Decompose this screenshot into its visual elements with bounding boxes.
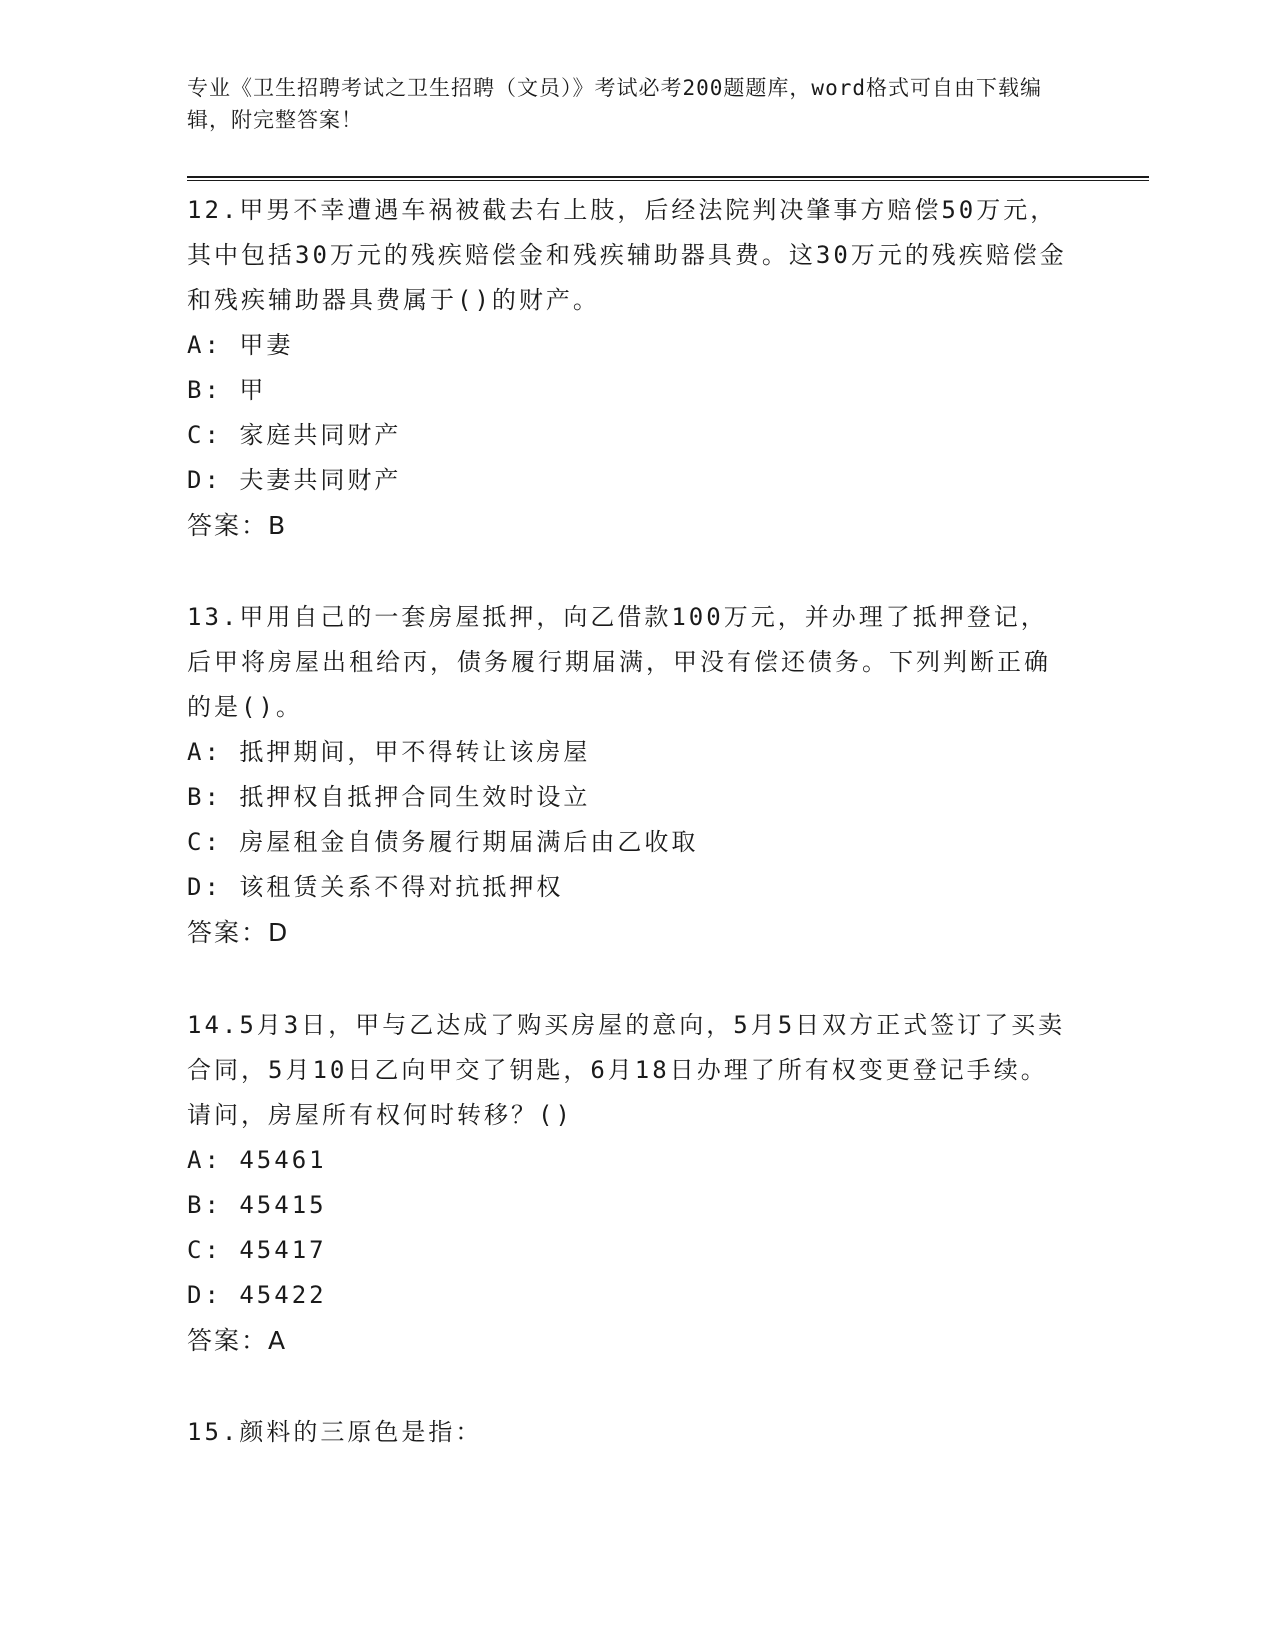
- option-c: C: 房屋租金自债务履行期届满后由乙收取: [187, 828, 699, 856]
- option-d: D: 夫妻共同财产: [187, 466, 402, 494]
- answer-line: 答案：B: [187, 511, 288, 540]
- option-d: D: 45422: [187, 1281, 327, 1309]
- question-13: [187, 595, 1067, 956]
- option-c: C: 45417: [187, 1236, 327, 1264]
- document-header: 专业《卫生招聘考试之卫生招聘（文员）》考试必考200题题库，word格式可自由下载编辑，附完整答案！: [187, 76, 1042, 132]
- answer-line: 答案：A: [187, 1326, 288, 1355]
- question-text: 12.甲男不幸遭遇车祸被截去右上肢，后经法院判决肇事方赔偿50万元，其中包括30万元的残疾赔偿金和残疾辅助器具费。这30万元的残疾赔偿金和残疾辅助器具费属于()的财产。: [187, 196, 1067, 314]
- answer-line: 答案：D: [187, 918, 290, 947]
- option-c: C: 家庭共同财产: [187, 421, 402, 449]
- option-a: A: 45461: [187, 1146, 327, 1174]
- question-12: [187, 188, 1067, 549]
- question-text: 13.甲用自己的一套房屋抵押，向乙借款100万元，并办理了抵押登记，后甲将房屋出租给丙，债务履行期届满，甲没有偿还债务。下列判断正确的是()。: [187, 603, 1051, 721]
- option-b: B: 甲: [187, 376, 267, 404]
- question-text: 14.5月3日，甲与乙达成了购买房屋的意向，5月5日双方正式签订了买卖合同，5月10日乙向甲交了钥匙，6月18日办理了所有权变更登记手续。请问，房屋所有权何时转移？(): [187, 1011, 1066, 1129]
- header-divider: [187, 176, 1149, 181]
- question-15: [187, 1410, 1067, 1455]
- option-d: D: 该租赁关系不得对抗抵押权: [187, 873, 564, 901]
- option-b: B: 45415: [187, 1191, 327, 1219]
- option-a: A: 甲妻: [187, 331, 294, 359]
- question-14: [187, 1003, 1067, 1364]
- option-b: B: 抵押权自抵押合同生效时设立: [187, 783, 591, 811]
- option-a: A: 抵押期间，甲不得转让该房屋: [187, 738, 591, 766]
- question-text: 15.颜料的三原色是指：: [187, 1418, 483, 1446]
